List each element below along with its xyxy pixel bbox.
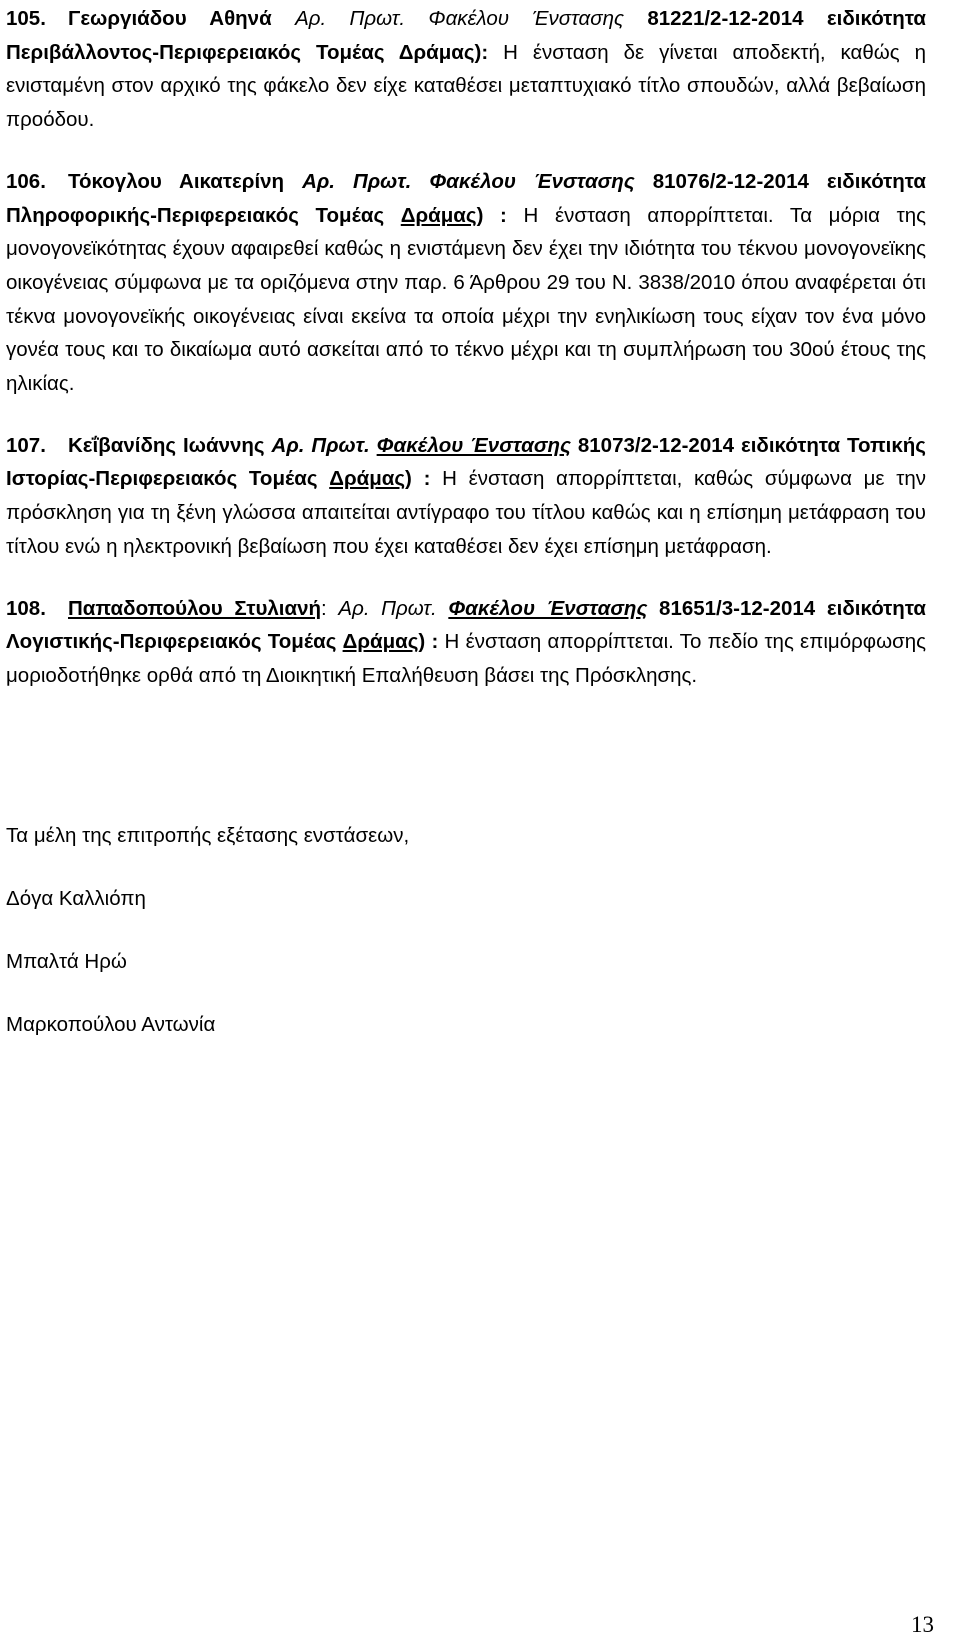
protocol-label: Αρ. Πρωτ. Φακέλου Ένστασης [295,7,624,30]
decision-text: Η ένσταση απορρίπτεται, καθώς σύμφωνα με την πρόσκληση για τη ξένη γλώσσα απαιτείται αντίγραφο του τίτλου καθώς και η επίσημη μετάφραση του τίτλου ενώ η ηλεκτρονική βεβαίωση που έχει καταθέσει δεν έχει επίσημη μετάφραση. [6,467,927,558]
objection-entry-107 [6,429,926,564]
committee-signatures [6,822,409,1074]
protocol-value: 81651/3-12-2014 [659,596,816,620]
protocol-value: 81221/2-12-2014 ειδικότητα [647,7,926,30]
decision-text: Η ένσταση απορρίπτεται. [523,203,774,227]
candidate-name: Παπαδοπούλου Στυλιανή [68,596,322,620]
objection-entry-106 [6,165,926,401]
decision-text: Η ένσταση απορρίπτεται. Το πεδίο της επιμόρφωσης μοριοδοτήθηκε ορθά από τη Διοικητική Επαλήθευση βάσει της Πρόσκλησης. [6,630,927,687]
entry-number: 108. [6,596,46,620]
candidate-name: Κεΐβανίδης Ιωάννης [68,433,265,457]
candidate-name: Γεωργιάδου Αθηνά [68,7,272,30]
protocol-label: Αρ. Πρωτ. Φακέλου Ένστασης [302,169,635,193]
entry-number: 107. [6,433,46,457]
specialty-end: ) : [405,467,431,491]
decision-note: Τα μόρια της μονογονεϊκότητας έχουν αφαιρεθεί καθώς η ενιστάμενη δεν έχει την ιδιότητα του τέκνου μονογονεϊκης οικογένειας σύμφωνα με τα οριζόμενα στην παρ. 6 Άρθρου 29 του Ν. 3838/2010 όπου αναφέρεται ότι τέκνα μονογονεϊκής οικογένειας είναι εκείνα τα οποία μέχρι την ενηλικίωση τους είχαν τον ένα μόνο γονέα τους και το δικαίωμα αυτό ασκείται από το τέκνο μέχρι και τη συμπλήρωση του 30ού έτους της ηλικίας. [6,203,926,396]
protocol-prefix: Αρ. Πρωτ. [338,596,437,620]
objections-list [6,2,926,693]
specialty: Περιβάλλοντος-Περιφερειακός Τομέας Δράμας): [6,40,489,64]
signatures-heading: Τα μέλη της επιτροπής εξέτασης ενστάσεων, [6,824,410,847]
protocol-value: 81073/2-12-2014 ειδικότητα [577,433,841,457]
specialty-place: Δράμας [400,203,477,227]
specialty-end: ) : [476,203,507,227]
protocol-value: 81076/2-12-2014 ειδικότητα [652,169,926,193]
committee-member: Δόγα Καλλιόπη [6,887,146,910]
specialty: Πληροφορικής-Περιφερειακός Τομέας [6,203,385,227]
entry-number: 105. [6,7,46,30]
objection-entry-108 [6,592,926,693]
specialty-word: ειδικότητα [826,596,926,620]
protocol-prefix: Αρ. Πρωτ. [271,433,370,457]
name-suffix: : [321,596,327,620]
specialty: Τοπικής Ιστορίας-Περιφερειακός Τομέας [6,433,926,491]
specialty-place: Δράμας [329,467,406,491]
committee-member: Μαρκοπούλου Αντωνία [6,1013,216,1036]
entry-number: 106. [6,169,46,193]
decision-text: Η ένσταση δε γίνεται αποδεκτή, καθώς η ενισταμένη στον αρχικό της φάκελο δεν είχε καταθέσει μεταπτυχιακό τίτλο σπουδών, αλλά βεβαίωση προόδου. [6,40,926,132]
page-number: 13 [911,1612,934,1637]
protocol-label: Φακέλου Ένστασης [376,433,571,457]
committee-member: Μπαλτά Ηρώ [6,950,127,973]
specialty-place: Δράμας [342,630,419,654]
protocol-label: Φακέλου Ένστασης [448,596,648,620]
candidate-name: Τόκογλου Αικατερίνη [68,169,285,193]
objection-entry-105 [6,2,926,137]
specialty: Λογιστικής-Περιφερειακός Τομέας [6,630,337,654]
specialty-end: ) : [418,630,439,654]
